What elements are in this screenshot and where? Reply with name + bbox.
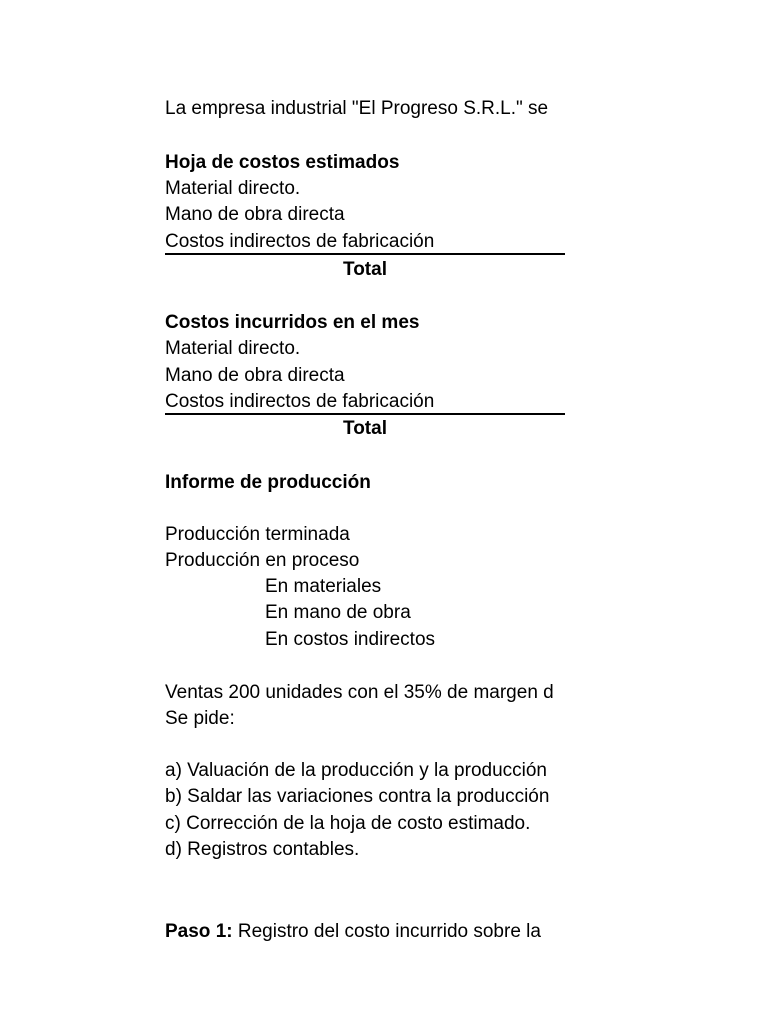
task-a: a) Valuación de la producción y la producción — [165, 760, 547, 781]
step1-text: Registro del costo incurrido sobre la — [232, 921, 541, 942]
incurred-material-directo: Material directo. — [165, 338, 301, 359]
task-c: c) Corrección de la hoja de costo estimado. — [165, 813, 531, 834]
task-d: d) Registros contables. — [165, 839, 360, 860]
estimated-costos-indirectos: Costos indirectos de fabricación — [165, 231, 435, 252]
step1-line — [165, 921, 565, 943]
production-report-heading: Informe de producción — [165, 472, 371, 493]
sales-text: Ventas 200 unidades con el 35% de margen d — [165, 682, 554, 703]
production-in-process: Producción en proceso — [165, 550, 360, 571]
incurred-total-label: Total — [343, 418, 387, 439]
estimated-total-label: Total — [343, 259, 387, 280]
production-finished: Producción terminada — [165, 524, 350, 545]
estimated-mano-de-obra: Mano de obra directa — [165, 204, 345, 225]
in-process-labor: En mano de obra — [265, 602, 411, 623]
request-text: Se pide: — [165, 708, 235, 729]
incurred-costos-indirectos: Costos indirectos de fabricación — [165, 391, 435, 412]
in-process-materials: En materiales — [265, 576, 382, 597]
estimated-material-directo: Material directo. — [165, 178, 301, 199]
incurred-total-rule — [165, 413, 565, 415]
step1-label: Paso 1: — [165, 921, 233, 942]
spreadsheet-document — [165, 0, 565, 1024]
incurred-costs-heading: Costos incurridos en el mes — [165, 312, 420, 333]
in-process-indirect: En costos indirectos — [265, 629, 436, 650]
task-b: b) Saldar las variaciones contra la producción — [165, 786, 550, 807]
intro-text: La empresa industrial "El Progreso S.R.L." se — [165, 98, 549, 119]
incurred-mano-de-obra: Mano de obra directa — [165, 365, 345, 386]
estimated-costs-heading: Hoja de costos estimados — [165, 152, 400, 173]
estimated-total-rule — [165, 253, 565, 255]
